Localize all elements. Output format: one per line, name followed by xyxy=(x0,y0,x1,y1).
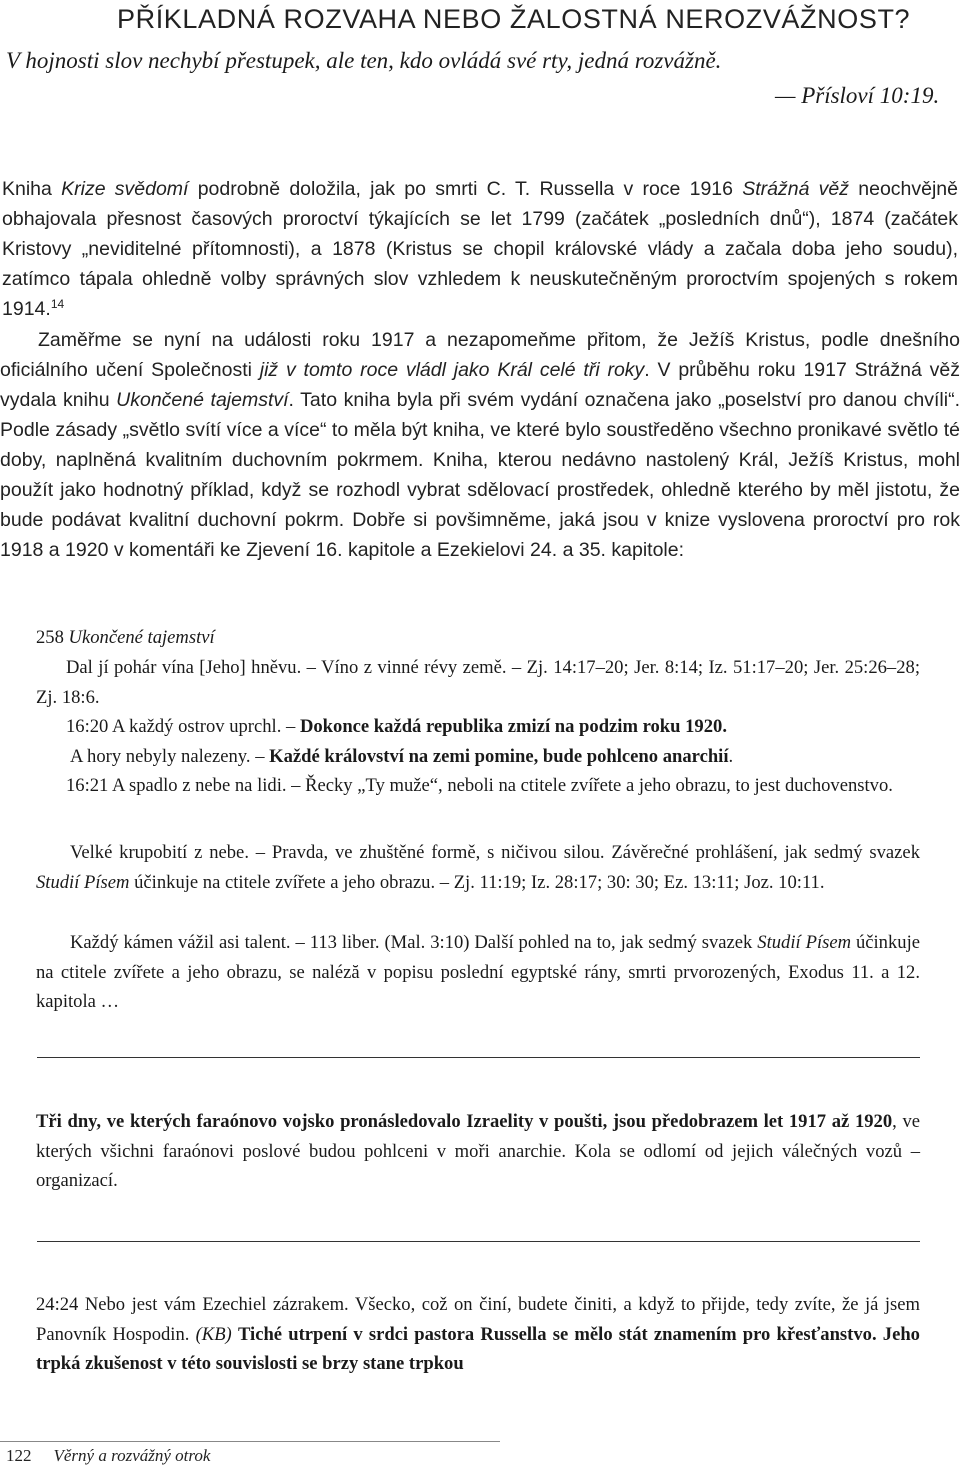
page-number: 122 xyxy=(6,1446,32,1465)
quote-verse-wine: Dal jí pohár vína [Jeho] hněvu. – Víno z vinné révy země. – Zj. 14:17–20; Jer. 8:14; Iz. 51:17–20; Jer. 25:26–28; Zj. 18:6. xyxy=(36,657,920,708)
divider-bottom xyxy=(37,1241,920,1242)
highlight-box-three-days: Tři dny, ve kterých faraónovo vojsko pronásledovalo Izraelity v poušti, jsou předobrazem let 1917 až 1920, ve kterých všichni faraónovi poslové budou pohlceni v moři anarchie. Kola se odlomí od jejich válečných vozů – organizací. xyxy=(36,1111,920,1192)
divider-top xyxy=(37,1057,920,1058)
quote-verse-mountains: A hory nebyly nalezeny. – Každé království na zemi pomine, bude pohlceno anarchií. xyxy=(70,746,734,767)
book-title: Věrný a rozvážný otrok xyxy=(53,1446,211,1465)
motto-reference: — Přísloví 10:19. xyxy=(775,83,940,108)
highlight-box-ezekiel: 24:24 Nebo jest vám Ezechiel zázrakem. Všecko, což on činí, budete činiti, a když to přijde, tedy zvíte, že já jsem Panovník Hospodin. (KB) Tiché utrpení v srdci pastora Russella se mělo stát znamením pro křesťanstvo. Jeho trpká zkušenost v této souvislosti se brzy stane trpkou xyxy=(36,1294,920,1375)
footnote-marker[interactable]: 14 xyxy=(50,297,65,311)
paragraph-1917: Zaměřme se nyní na události roku 1917 a nezapomeňme přitom, že Ježíš Kristus, podle dnešního oficiálního učení Společnosti již v tomto roce vládl jako Král celé tři roky. V průběhu roku 1917 Strážná věž vydala knihu Ukončené tajemství. Tato kniha byla při svém vydání označena jako „poselství pro danou chvíli“. Podle zásady „světlo svítí více a více“ to měla být kniha, ve které bylo soustředěno všechno pronikavé světlo té doby, naplněná kvalitním duchovním pokrmem. Kniha, kterou nedávno nastolený Král, Ježíš Kristus, mohl použít jako hodnotný příklad, když se rozhodl vybrat sdělovací prostředek, ohledně kterého by měl jistotu, že bude podávat kvalitní duchovní pokrm. Dobře si povšimněme, jaká jsou v knize vyslovena proroctví pro rok 1918 a 1920 v komentáři ke Zjevení 16. kapitole a Ezekielovi 24. a 35. kapitole: xyxy=(0,329,960,561)
quote-header: 258 Ukončené tajemství xyxy=(36,627,215,648)
footer-divider xyxy=(0,1441,500,1442)
page-title: PŘÍKLADNÁ ROZVAHA NEBO ŽALOSTNÁ NEROZVÁŽNOST? xyxy=(117,4,911,34)
quote-verse-talent: Každý kámen vážil asi talent. – 113 liber. (Mal. 3:10) Další pohled na to, jak sedmý svazek Studií Písem účinkuje na ctitele zvířete a jeho obrazu, se naléză v popisu poslední egyptské rány, smrti prvorozených, Exodus 11. a 12. kapitola … xyxy=(36,932,920,1013)
quote-verse-hail: Velké krupobití z nebe. – Pravda, ve zhuštěné formě, s ničivou silou. Závěrečné prohlášení, jak sedmý svazek Studií Písem účinkuje na ctitele zvířete a jeho obrazu. – Zj. 11:19; Iz. 28:17; 30: 30; Ez. 13:11; Joz. 10:11. xyxy=(36,842,920,893)
motto-quote: V hojnosti slov nechybí přestupek, ale ten, kdo ovládá své rty, jedná rozvážně. xyxy=(6,48,722,73)
quote-verse-fell: 16:21 A spadlo z nebe na lidi. – Řecky „Ty muže“, neboli na ctitele zvířete a jeho obrazu, to jest duchovenstvo. xyxy=(66,775,893,796)
quote-verse-island: 16:20 A každý ostrov uprchl. – Dokonce každá republika zmizí na podzim roku 1920. xyxy=(66,716,727,737)
paragraph-intro: Kniha Krize svědomí podrobně doložila, jak po smrti C. T. Russella v roce 1916 Strážná věž neochvějně obhajovala přesnost časových proroctví týkajících se let 1799 (začátek „posledních dnů“), 1874 (začátek Kristovy „neviditelné přítomnosti), a 1878 (Kristus se chopil královské vlády a začala doba jeho soudu), zatímco tápala ohledně volby správných slov vzhledem k neuskutečněným proroctvím spojených s rokem 1914.14 xyxy=(2,178,958,320)
page-footer xyxy=(6,1446,210,1466)
